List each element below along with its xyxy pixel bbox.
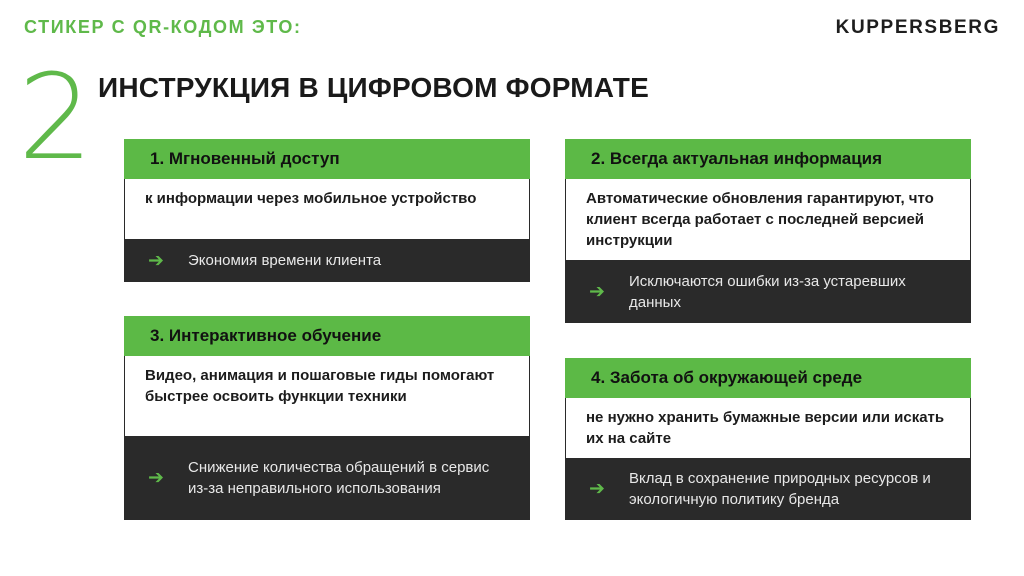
card-environment [565, 358, 971, 520]
section-number: 2 [18, 48, 94, 186]
card-benefit-text: Снижение количества обращений в сервис из-за неправильного использования [188, 459, 490, 497]
arrow-right-icon: ➔ [589, 281, 605, 302]
card-benefit-text: Экономия времени клиента [188, 252, 382, 269]
card-benefit-text: Исключаются ошибки из-за устаревших данных [629, 272, 906, 311]
arrow-right-icon: ➔ [148, 467, 164, 489]
card-description: не нужно хранить бумажные версии или искать их на сайте [565, 398, 971, 458]
card-benefit-text: Вклад в сохранение природных ресурсов и экологичную политику бренда [629, 470, 931, 508]
card-heading: 2. Всегда актуальная информация [565, 139, 971, 179]
card-benefit [124, 436, 530, 520]
card-benefit [565, 260, 971, 323]
brand-logo: KUPPERSBERG [835, 17, 1000, 38]
card-benefit [565, 458, 971, 520]
card-description: к информации через мобильное устройство [124, 179, 530, 239]
card-benefit [124, 239, 530, 282]
card-up-to-date [565, 139, 971, 323]
arrow-right-icon: ➔ [148, 250, 164, 271]
slide-kicker: СТИКЕР С QR-КОДОМ ЭТО: [24, 17, 302, 37]
card-description: Автоматические обновления гарантируют, что клиент всегда работает с последней версией инструкции [565, 179, 971, 260]
card-heading: 3. Интерактивное обучение [124, 316, 530, 356]
slide-title: ИНСТРУКЦИЯ В ЦИФРОВОМ ФОРМАТЕ [98, 72, 649, 103]
card-instant-access [124, 139, 530, 282]
arrow-right-icon: ➔ [589, 478, 605, 500]
card-description: Видео, анимация и пошаговые гиды помогают быстрее освоить функции техники [124, 356, 530, 436]
card-heading: 4. Забота об окружающей среде [565, 358, 971, 398]
card-interactive-learning [124, 316, 530, 520]
card-heading: 1. Мгновенный доступ [124, 139, 530, 179]
